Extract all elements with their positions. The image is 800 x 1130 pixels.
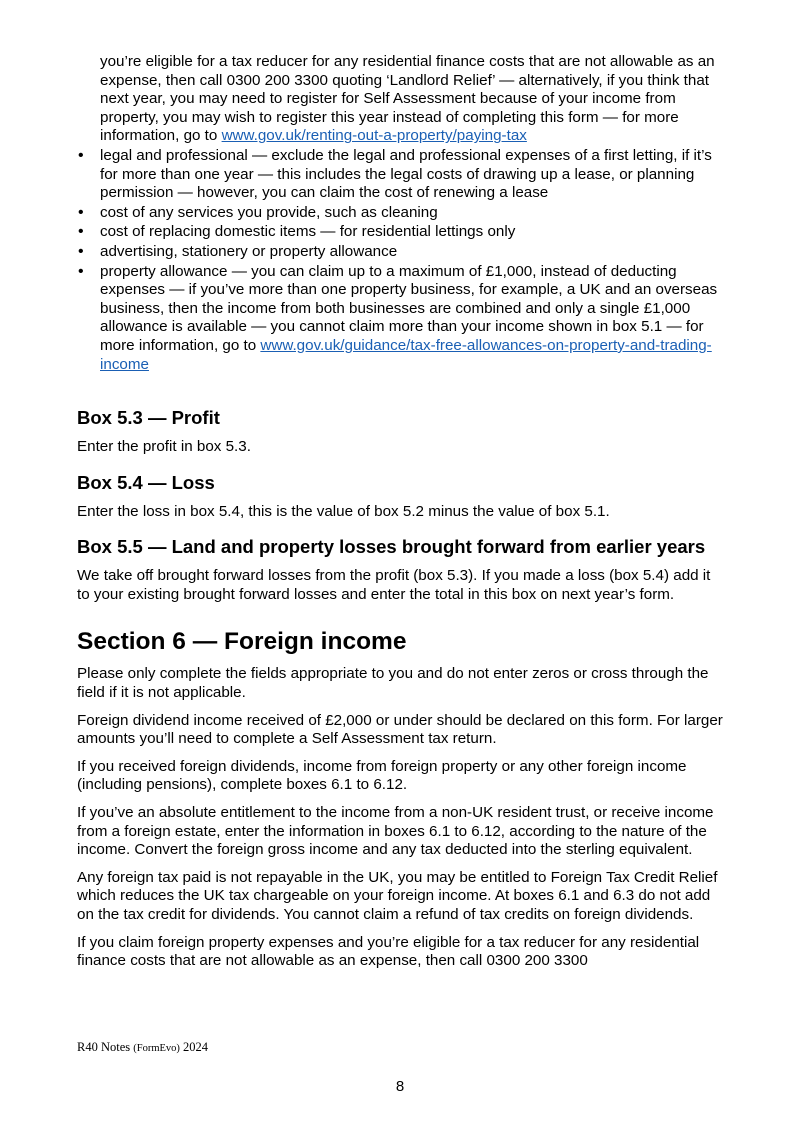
continuation-paragraph (100, 53, 730, 146)
list-item-text: advertising, stationery or property allowance (100, 242, 398, 260)
continuation-text: you’re eligible for a tax reducer for any residential finance costs that are not allowable as an expense, then call 0300 200 3300 quoting ‘Landlord Relief’ — alternatively, if you think that next year, you may need to register for Self Assessment because of your income from property, you may wish to register this year instead of completing this form — for more information, go to (100, 53, 715, 145)
section-6-paragraph: If you’ve an absolute entitlement to the income from a non-UK resident trust, or receive income from a foreign estate, enter the information in boxes 6.1 to 6.12, according to the nature of the income. Convert the foreign gross income and any tax deducted into the sterling equivalent. (77, 803, 714, 859)
footer-form-tag: (FormEvo) (133, 1043, 180, 1054)
section-6-paragraph: If you received foreign dividends, income from foreign property or any other foreign income (including pensions), complete boxes 6.1 to 6.12. (77, 757, 687, 794)
list-item (100, 147, 732, 203)
footer-year: 2024 (183, 1040, 209, 1054)
footer-form-reference (77, 1040, 208, 1055)
main-content (77, 406, 727, 971)
tax-free-allowances-link[interactable]: www.gov.uk/guidance/tax-free-allowances-on-property-and-trading-income (100, 336, 712, 373)
list-item (100, 204, 732, 223)
box-5-5-heading: Box 5.5 — Land and property losses brought forward from earlier years (77, 536, 706, 558)
box-5-3-heading: Box 5.3 — Profit (77, 407, 220, 428)
list-item-text: cost of any services you provide, such as cleaning (100, 203, 438, 221)
box-5-4-text: Enter the loss in box 5.4, this is the value of box 5.2 minus the value of box 5.1. (77, 502, 610, 520)
footer-form-name: R40 Notes (77, 1040, 131, 1054)
box-5-5-text: We take off brought forward losses from the profit (box 5.3). If you made a loss (box 5.4) add it to your existing brought forward losses and enter the total in this box on next year’s form. (77, 567, 711, 603)
list-item (100, 263, 732, 375)
box-5-4-heading: Box 5.4 — Loss (77, 471, 215, 493)
section-6-paragraph: Please only complete the fields appropriate to you and do not enter zeros or cross through the field if it is not applicable. (77, 665, 709, 701)
page-number: 8 (395, 1078, 405, 1095)
renting-property-link[interactable]: www.gov.uk/renting-out-a-property/paying-tax (221, 127, 527, 145)
list-item-text: property allowance — you can claim up to a maximum of £1,000, instead of deducting expenses — if you’ve more than one property business, for example, a UK and an overseas business, then the income from both businesses are combined and only a single £1,000 allowance is available — you cannot claim more than your income shown in box 5.1 — for more information, go to (100, 262, 718, 354)
list-item (100, 223, 732, 242)
list-item-text: legal and professional — exclude the legal and professional expenses of a first letting, if it’s for more than one year — this includes the legal costs of drawing up a lease, or planning permission — however, you can claim the cost of renewing a lease (100, 147, 712, 202)
expenses-bullet-list (100, 147, 732, 375)
section-6-paragraph: Any foreign tax paid is not repayable in the UK, you may be entitled to Foreign Tax Credit Relief which reduces the UK tax chargeable on your foreign income. At boxes 6.1 and 6.3 do not add on the tax credit for dividends. You cannot claim a refund of tax credits on foreign dividends. (77, 868, 718, 923)
list-item (100, 243, 732, 262)
list-item-text: cost of replacing domestic items — for residential lettings only (100, 223, 516, 241)
section-6-heading: Section 6 — Foreign income (77, 628, 407, 656)
section-6-paragraph: Foreign dividend income received of £2,000 or under should be declared on this form. For larger amounts you’ll need to complete a Self Assessment tax return. (77, 711, 723, 748)
section-6-paragraph: If you claim foreign property expenses and you’re eligible for a tax reducer for any residential finance costs that are not allowable as an expense, then call 0300 200 3300 (77, 933, 700, 970)
box-5-3-text: Enter the profit in box 5.3. (77, 438, 251, 455)
